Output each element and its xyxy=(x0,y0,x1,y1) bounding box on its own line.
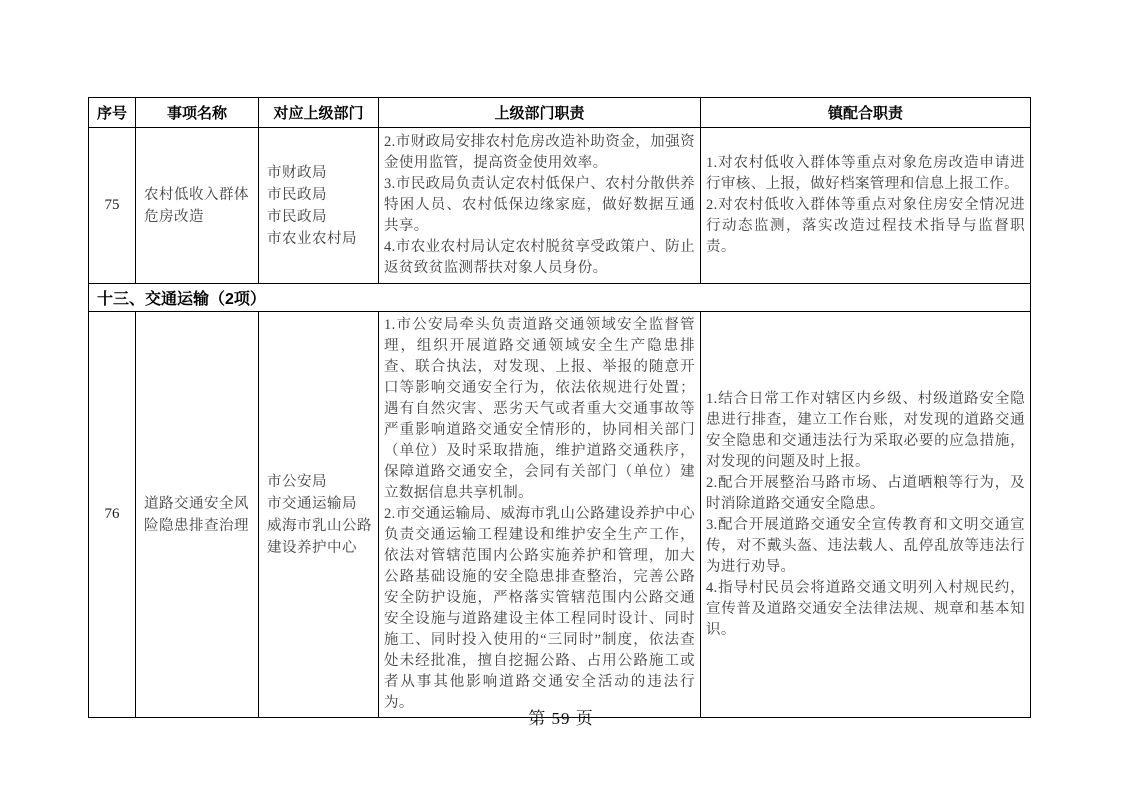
duties-table xyxy=(88,97,1031,718)
row-75-departments xyxy=(259,128,379,284)
table-header-row xyxy=(89,98,1031,128)
row-75-upper-duties xyxy=(379,128,701,284)
department-line: 市民政局 xyxy=(267,208,327,225)
duty-paragraph: 3.市民政局负责认定农村低保户、农村分散供养特困人员、农村低保边缘家庭，做好数据互通共享。 xyxy=(384,176,695,234)
table-row xyxy=(89,312,1031,718)
row-76-item-name: 道路交通安全风险隐患排查治理 xyxy=(136,312,259,718)
header-cell-upper-department: 对应上级部门 xyxy=(259,98,379,128)
page-number: 第 59 页 xyxy=(528,709,594,728)
duty-paragraph: 1.对农村低收入群体等重点对象危房改造申请进行审核、上报，做好档案管理和信息上报工作。 xyxy=(706,155,1025,192)
section-header-label: 十三、交通运输（2项） xyxy=(89,284,1031,312)
department-line: 市民政局 xyxy=(267,186,327,203)
row-76-index: 76 xyxy=(89,312,136,718)
duty-paragraph: 2.市财政局安排农村危房改造补助资金，加强资金使用监管，提高资金使用效率。 xyxy=(384,134,695,171)
duty-paragraph: 4.市农业农村局认定农村脱贫享受政策户、防止返贫致贫监测帮扶对象人员身份。 xyxy=(384,239,695,276)
duty-paragraph: 2.市交通运输局、威海市乳山公路建设养护中心负责交通运输工程建设和维护安全生产工作，依法对管辖范围内公路实施养护和管理，加大公路基础设施的安全隐患排查整治，完善公路安全防护设施，严格落实管辖范围内公路交通安全设施与道路建设主体工程同时设计、同时施工、同时投入使用的“三同时”制度，依法查处未经批准，擅自挖掘公路、占用公路施工或者从事其他影响道路交通安全活动的违法行为。 xyxy=(384,506,695,711)
department-line: 市财政局 xyxy=(267,164,327,181)
department-line: 市农业农村局 xyxy=(267,230,357,247)
table-row xyxy=(89,128,1031,284)
header-cell-index: 序号 xyxy=(89,98,136,128)
department-line: 市交通运输局 xyxy=(267,495,357,512)
duty-paragraph: 1.市公安局牵头负责道路交通领域安全监督管理，组织开展道路交通领域安全生产隐患排查、联合执法，对发现、上报、举报的随意开口等影响交通安全行为，依法依规进行处置；遇有自然灾害、恶劣天气或者重大交通事故等严重影响道路交通安全情形的，协同相关部门（单位）及时采取措施，维护道路交通秩序，保障道路交通安全，会同有关部门（单位）建立数据信息共享机制。 xyxy=(384,317,695,501)
row-75-town-duties xyxy=(701,128,1031,284)
header-cell-town-duties: 镇配合职责 xyxy=(701,98,1031,128)
row-75-index: 75 xyxy=(89,128,136,284)
row-75-item-name: 农村低收入群体危房改造 xyxy=(136,128,259,284)
department-line: 威海市乳山公路建设养护中心 xyxy=(267,517,372,556)
row-76-town-duties xyxy=(701,312,1031,718)
section-header-row xyxy=(89,284,1031,312)
row-76-departments xyxy=(259,312,379,718)
duty-paragraph: 2.对农村低收入群体等重点对象住房安全情况进行动态监测，落实改造过程技术指导与监督职责。 xyxy=(706,197,1025,255)
department-line: 市公安局 xyxy=(267,473,327,490)
duty-paragraph: 1.结合日常工作对辖区内乡级、村级道路安全隐患进行排查，建立工作台账，对发现的道路交通安全隐患和交通违法行为采取必要的应急措施，对发现的问题及时上报。 xyxy=(706,390,1025,470)
duty-paragraph: 4.指导村民员会将道路交通文明列入村规民约，宣传普及道路交通安全法律法规、规章和基本知识。 xyxy=(706,579,1025,638)
duty-paragraph: 3.配合开展道路交通安全宣传教育和文明交通宣传，对不戴头盔、违法载人、乱停乱放等违法行为进行劝导。 xyxy=(706,516,1025,575)
header-cell-upper-duties: 上级部门职责 xyxy=(379,98,701,128)
duty-paragraph: 2.配合开展整治马路市场、占道晒粮等行为，及时消除道路交通安全隐患。 xyxy=(706,474,1025,512)
header-cell-item-name: 事项名称 xyxy=(136,98,259,128)
row-76-upper-duties xyxy=(379,312,701,718)
